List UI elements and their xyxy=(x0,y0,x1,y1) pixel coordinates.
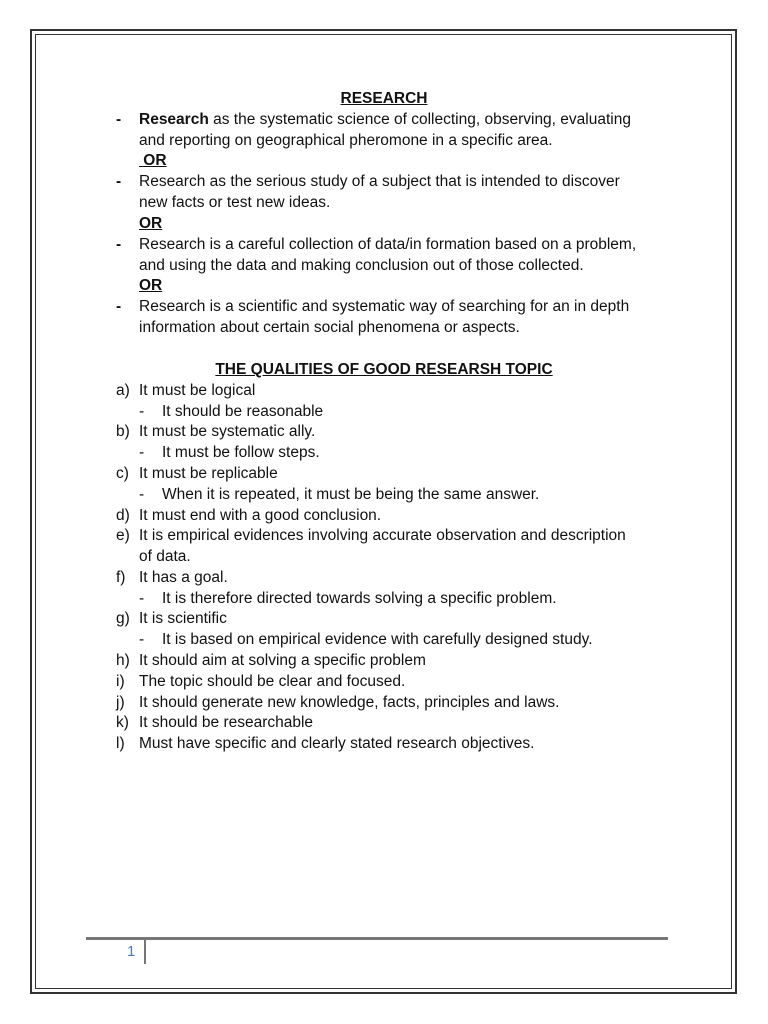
sub-dash: - xyxy=(139,444,145,461)
sub-dash: - xyxy=(139,403,145,420)
list-marker: j) xyxy=(116,694,125,711)
page-number: 1 xyxy=(127,943,136,960)
definition-1-line-1 xyxy=(139,109,631,130)
or-label: OR xyxy=(139,215,163,232)
definition-1-text: as the systematic science of collecting, observing, evaluating xyxy=(208,111,631,128)
list-item: It must be replicable xyxy=(139,465,278,482)
list-item: It is empirical evidences involving accurate observation and description xyxy=(139,527,626,544)
list-marker: b) xyxy=(116,423,130,440)
definition-4-line-1: Research is a scientific and systematic way of searching for an in depth xyxy=(139,298,630,315)
list-marker: k) xyxy=(116,714,129,731)
page-title: RESEARCH xyxy=(340,90,428,107)
list-item: It should aim at solving a specific problem xyxy=(139,652,426,669)
footer-divider xyxy=(86,937,668,940)
list-item: It must be systematic ally. xyxy=(139,423,316,440)
definition-3-line-2: and using the data and making conclusion out of those collected. xyxy=(139,257,584,274)
bullet-dash: - xyxy=(116,173,122,190)
definition-1-lead: Research xyxy=(139,111,209,128)
section-subtitle: THE QUALITIES OF GOOD RESEARSH TOPIC xyxy=(215,361,553,378)
list-marker: e) xyxy=(116,527,130,544)
list-item: It should be researchable xyxy=(139,714,314,731)
list-marker: a) xyxy=(116,382,130,399)
list-marker: l) xyxy=(116,735,125,752)
list-item-continued: of data. xyxy=(139,548,191,565)
or-label: OR xyxy=(139,152,167,169)
sub-item: When it is repeated, it must be being the same answer. xyxy=(162,486,540,503)
list-marker: c) xyxy=(116,465,129,482)
list-marker: d) xyxy=(116,507,130,524)
definition-4-line-2: information about certain social phenomena or aspects. xyxy=(139,319,520,336)
sub-dash: - xyxy=(139,590,145,607)
list-item: It is scientific xyxy=(139,610,227,627)
list-marker: i) xyxy=(116,673,125,690)
definition-3-line-1: Research is a careful collection of data/in formation based on a problem, xyxy=(139,236,637,253)
sub-dash: - xyxy=(139,486,145,503)
footer-divider-vertical xyxy=(144,940,146,964)
list-marker: h) xyxy=(116,652,130,669)
list-item: The topic should be clear and focused. xyxy=(139,673,406,690)
list-item: It must end with a good conclusion. xyxy=(139,507,382,524)
sub-dash: - xyxy=(139,631,145,648)
bullet-dash: - xyxy=(116,236,122,253)
sub-item: It is based on empirical evidence with carefully designed study. xyxy=(162,631,593,648)
list-item: It must be logical xyxy=(139,382,256,399)
sub-item: It is therefore directed towards solving a specific problem. xyxy=(162,590,557,607)
list-item: Must have specific and clearly stated research objectives. xyxy=(139,735,535,752)
definition-2-line-1: Research as the serious study of a subject that is intended to discover xyxy=(139,173,620,190)
sub-item: It must be follow steps. xyxy=(162,444,320,461)
list-item: It should generate new knowledge, facts, principles and laws. xyxy=(139,694,560,711)
or-label: OR xyxy=(139,277,163,294)
definition-1-line-2: and reporting on geographical pheromone in a specific area. xyxy=(139,132,553,149)
bullet-dash: - xyxy=(116,111,122,128)
list-marker: g) xyxy=(116,610,130,627)
definition-2-line-2: new facts or test new ideas. xyxy=(139,194,331,211)
bullet-dash: - xyxy=(116,298,122,315)
list-marker: f) xyxy=(116,569,126,586)
list-item: It has a goal. xyxy=(139,569,228,586)
sub-item: It should be reasonable xyxy=(162,403,324,420)
